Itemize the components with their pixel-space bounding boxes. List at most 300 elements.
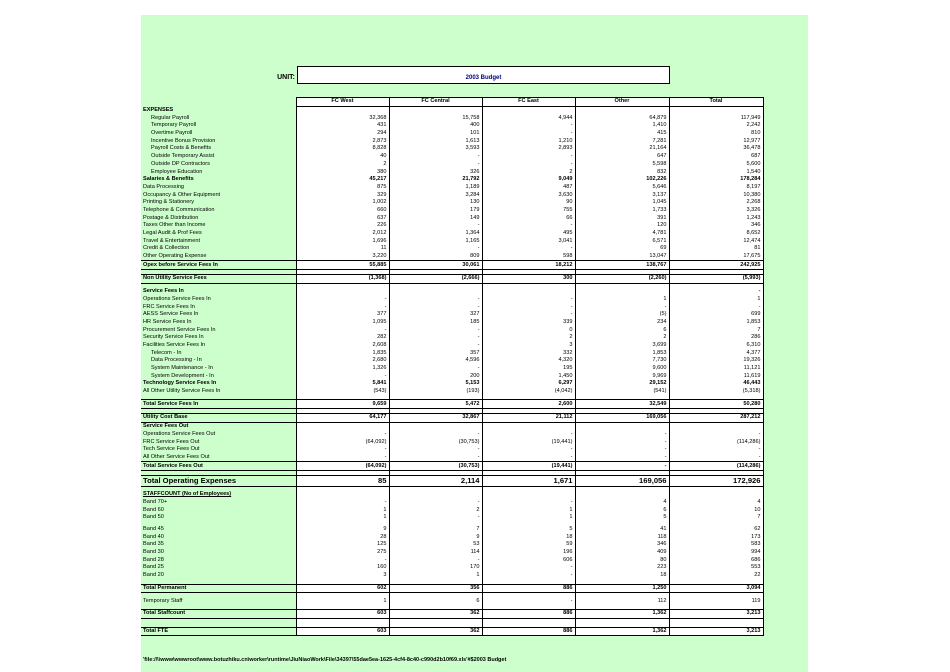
value-cell[interactable]: 1,540 [669,168,763,176]
value-cell[interactable]: 7 [669,514,763,522]
value-cell[interactable]: - [389,296,482,304]
value-cell[interactable]: - [669,288,763,296]
value-cell[interactable]: 11,121 [669,365,763,373]
value-cell[interactable] [389,288,482,296]
value-cell[interactable]: 400 [389,122,482,130]
value-cell[interactable] [296,106,389,114]
value-cell[interactable]: 326 [389,168,482,176]
value-cell[interactable]: (543) [296,388,389,396]
value-cell[interactable]: 117,949 [669,114,763,122]
value-cell[interactable]: - [669,446,763,454]
value-cell[interactable]: - [482,446,575,454]
value-cell[interactable]: 9 [389,533,482,541]
value-cell[interactable]: 5 [575,514,669,522]
value-cell[interactable]: 8,828 [296,145,389,153]
value-cell[interactable]: - [296,556,389,564]
value-cell[interactable]: 686 [669,556,763,564]
unit-input-cell[interactable] [297,66,670,84]
value-cell[interactable]: 80 [575,556,669,564]
value-cell[interactable]: 2 [296,161,389,169]
value-cell[interactable]: 6 [389,597,482,605]
value-cell[interactable]: (1,368) [296,275,389,284]
value-cell[interactable]: 138,767 [575,261,669,270]
value-cell[interactable]: 50,280 [669,400,763,409]
value-cell[interactable]: 346 [575,541,669,549]
value-cell[interactable]: 380 [296,168,389,176]
value-cell[interactable]: - [575,438,669,446]
value-cell[interactable]: 64,879 [575,114,669,122]
value-cell[interactable]: 3,630 [482,191,575,199]
value-cell[interactable]: 36,478 [669,145,763,153]
value-cell[interactable]: 2 [389,506,482,514]
value-cell[interactable]: 32,368 [296,114,389,122]
value-cell[interactable]: 1,326 [296,365,389,373]
value-cell[interactable] [575,288,669,296]
value-cell[interactable]: 687 [669,153,763,161]
value-cell[interactable]: 832 [575,168,669,176]
value-cell[interactable]: 327 [389,311,482,319]
value-cell[interactable]: - [669,431,763,439]
value-cell[interactable]: 495 [482,230,575,238]
value-cell[interactable]: - [389,499,482,507]
value-cell[interactable]: 660 [296,207,389,215]
value-cell[interactable]: 160 [296,564,389,572]
value-cell[interactable]: 101 [389,130,482,138]
value-cell[interactable]: (5,993) [669,275,763,284]
value-cell[interactable]: 32,867 [389,414,482,423]
value-cell[interactable]: 1,835 [296,349,389,357]
value-cell[interactable] [389,422,482,430]
value-cell[interactable]: 5,600 [669,161,763,169]
value-cell[interactable]: 2,893 [482,145,575,153]
value-cell[interactable]: 553 [669,564,763,572]
value-cell[interactable]: - [575,446,669,454]
value-cell[interactable]: 377 [296,311,389,319]
value-cell[interactable]: - [482,303,575,311]
value-cell[interactable]: 119 [669,597,763,605]
value-cell[interactable]: 329 [296,191,389,199]
value-cell[interactable]: 18,212 [482,261,575,270]
value-cell[interactable]: - [669,454,763,462]
value-cell[interactable]: 339 [482,319,575,327]
value-cell[interactable]: 81 [669,245,763,253]
value-cell[interactable]: - [482,161,575,169]
value-cell[interactable]: 169,056 [575,475,669,486]
value-cell[interactable]: 300 [482,275,575,284]
value-cell[interactable]: - [389,161,482,169]
value-cell[interactable]: 1,095 [296,319,389,327]
value-cell[interactable]: 4,377 [669,349,763,357]
value-cell[interactable]: - [482,296,575,304]
value-cell[interactable]: 1 [482,506,575,514]
value-cell[interactable]: 15,758 [389,114,482,122]
value-cell[interactable]: 699 [669,311,763,319]
value-cell[interactable]: 2,873 [296,137,389,145]
value-cell[interactable]: 8,197 [669,184,763,192]
value-cell[interactable]: 62 [669,526,763,534]
value-cell[interactable]: 17,675 [669,253,763,261]
value-cell[interactable]: 46,443 [669,380,763,388]
value-cell[interactable]: 1 [296,514,389,522]
value-cell[interactable]: (30,753) [389,462,482,471]
value-cell[interactable]: 3,094 [669,584,763,593]
value-cell[interactable]: 583 [669,541,763,549]
value-cell[interactable]: 1,165 [389,237,482,245]
value-cell[interactable]: (19,441) [482,438,575,446]
value-cell[interactable]: 10,380 [669,191,763,199]
value-cell[interactable]: - [482,454,575,462]
value-cell[interactable]: - [482,311,575,319]
value-cell[interactable] [296,491,389,499]
value-cell[interactable]: 362 [389,627,482,636]
value-cell[interactable]: 4,781 [575,230,669,238]
value-cell[interactable]: 287,212 [669,414,763,423]
value-cell[interactable]: 130 [389,199,482,207]
value-cell[interactable]: - [296,454,389,462]
value-cell[interactable]: 2,242 [669,122,763,130]
value-cell[interactable]: 7 [669,326,763,334]
value-cell[interactable]: 226 [296,222,389,230]
value-cell[interactable] [482,288,575,296]
value-cell[interactable]: 3,137 [575,191,669,199]
value-cell[interactable]: (541) [575,388,669,396]
value-cell[interactable]: 2,268 [669,199,763,207]
value-cell[interactable]: 21,164 [575,145,669,153]
value-cell[interactable]: 9 [296,526,389,534]
value-cell[interactable]: 6 [575,326,669,334]
value-cell[interactable]: - [482,499,575,507]
value-cell[interactable]: 346 [669,222,763,230]
value-cell[interactable]: 810 [669,130,763,138]
value-cell[interactable]: 602 [296,584,389,593]
value-cell[interactable]: - [296,296,389,304]
value-cell[interactable]: 994 [669,549,763,557]
value-cell[interactable]: 1 [296,506,389,514]
value-cell[interactable]: 196 [482,549,575,557]
value-cell[interactable]: 169,056 [575,414,669,423]
value-cell[interactable]: 2,600 [482,400,575,409]
value-cell[interactable]: - [389,342,482,350]
value-cell[interactable]: - [389,153,482,161]
value-cell[interactable]: 11 [296,245,389,253]
value-cell[interactable]: 286 [669,334,763,342]
value-cell[interactable]: - [482,153,575,161]
value-cell[interactable]: 1,671 [482,475,575,486]
value-cell[interactable]: 59 [482,541,575,549]
value-cell[interactable]: 66 [482,214,575,222]
value-cell[interactable]: 11,619 [669,372,763,380]
value-cell[interactable]: 125 [296,541,389,549]
value-cell[interactable]: 2 [575,334,669,342]
value-cell[interactable]: 12,977 [669,137,763,145]
value-cell[interactable]: 1,364 [389,230,482,238]
value-cell[interactable]: 1,410 [575,122,669,130]
value-cell[interactable]: 6 [575,506,669,514]
value-cell[interactable]: 362 [389,609,482,618]
value-cell[interactable]: 4 [575,499,669,507]
value-cell[interactable]: 3 [482,342,575,350]
value-cell[interactable]: 275 [296,549,389,557]
value-cell[interactable]: 41 [575,526,669,534]
value-cell[interactable]: - [389,556,482,564]
value-cell[interactable]: 234 [575,319,669,327]
value-cell[interactable]: 487 [482,184,575,192]
value-cell[interactable]: 18 [482,533,575,541]
value-cell[interactable] [575,106,669,114]
value-cell[interactable]: - [575,454,669,462]
value-cell[interactable]: 3,284 [389,191,482,199]
value-cell[interactable]: 10 [669,506,763,514]
value-cell[interactable]: 102,226 [575,176,669,184]
value-cell[interactable]: (5,318) [669,388,763,396]
value-cell[interactable]: 30,061 [389,261,482,270]
value-cell[interactable]: 9,600 [575,365,669,373]
value-cell[interactable]: (64,092) [296,438,389,446]
value-cell[interactable]: 3,213 [669,609,763,618]
value-cell[interactable]: (19,441) [482,462,575,471]
value-cell[interactable]: 1,189 [389,184,482,192]
value-cell[interactable]: 114 [389,549,482,557]
value-cell[interactable]: 2,680 [296,357,389,365]
value-cell[interactable]: 1,853 [575,349,669,357]
value-cell[interactable]: 118 [575,533,669,541]
value-cell[interactable]: 5,841 [296,380,389,388]
value-cell[interactable]: - [389,365,482,373]
value-cell[interactable]: 149 [389,214,482,222]
value-cell[interactable]: 4,320 [482,357,575,365]
value-cell[interactable]: - [389,431,482,439]
value-cell[interactable]: 6,297 [482,380,575,388]
value-cell[interactable]: 0 [482,326,575,334]
value-cell[interactable]: 875 [296,184,389,192]
value-cell[interactable]: - [389,514,482,522]
value-cell[interactable]: 21,792 [389,176,482,184]
value-cell[interactable]: 1,696 [296,237,389,245]
value-cell[interactable]: 85 [296,475,389,486]
value-cell[interactable]: - [389,326,482,334]
value-cell[interactable]: (2,260) [575,275,669,284]
value-cell[interactable]: 1 [296,597,389,605]
value-cell[interactable]: - [389,446,482,454]
value-cell[interactable]: 1,733 [575,207,669,215]
value-cell[interactable]: 2,114 [389,475,482,486]
value-cell[interactable]: (4,042) [482,388,575,396]
value-cell[interactable]: 391 [575,214,669,222]
value-cell[interactable]: 21,112 [482,414,575,423]
value-cell[interactable] [296,422,389,430]
value-cell[interactable]: 2 [482,168,575,176]
value-cell[interactable] [482,106,575,114]
value-cell[interactable]: - [296,372,389,380]
value-cell[interactable]: 4,596 [389,357,482,365]
value-cell[interactable]: 112 [575,597,669,605]
value-cell[interactable]: 53 [389,541,482,549]
value-cell[interactable] [575,491,669,499]
value-cell[interactable]: - [482,122,575,130]
value-cell[interactable]: 13,047 [575,253,669,261]
value-cell[interactable]: 809 [389,253,482,261]
value-cell[interactable]: 64,177 [296,414,389,423]
value-cell[interactable]: 55,885 [296,261,389,270]
value-cell[interactable]: 185 [389,319,482,327]
value-cell[interactable]: 2,012 [296,230,389,238]
value-cell[interactable]: 7,281 [575,137,669,145]
value-cell[interactable]: 3,326 [669,207,763,215]
value-cell[interactable]: (30,753) [389,438,482,446]
value-cell[interactable]: - [389,303,482,311]
value-cell[interactable]: 294 [296,130,389,138]
value-cell[interactable]: (2,666) [389,275,482,284]
value-cell[interactable]: 1,250 [575,584,669,593]
value-cell[interactable] [389,106,482,114]
value-cell[interactable]: - [482,564,575,572]
value-cell[interactable]: - [482,222,575,230]
value-cell[interactable]: - [296,499,389,507]
value-cell[interactable] [669,106,763,114]
value-cell[interactable]: 431 [296,122,389,130]
value-cell[interactable]: 22 [669,572,763,580]
value-cell[interactable]: (114,286) [669,438,763,446]
value-cell[interactable]: 242,925 [669,261,763,270]
value-cell[interactable]: 1,450 [482,372,575,380]
value-cell[interactable]: 223 [575,564,669,572]
value-cell[interactable]: 2,608 [296,342,389,350]
value-cell[interactable]: - [296,431,389,439]
value-cell[interactable]: 5,598 [575,161,669,169]
value-cell[interactable]: 1,243 [669,214,763,222]
value-cell[interactable]: 19,326 [669,357,763,365]
value-cell[interactable]: 5,472 [389,400,482,409]
value-cell[interactable]: 173 [669,533,763,541]
value-cell[interactable]: 647 [575,153,669,161]
value-cell[interactable]: - [669,303,763,311]
value-cell[interactable]: 8,652 [669,230,763,238]
value-cell[interactable]: - [482,245,575,253]
value-cell[interactable]: 1,613 [389,137,482,145]
value-cell[interactable]: 179 [389,207,482,215]
value-cell[interactable]: (5) [575,311,669,319]
value-cell[interactable] [482,491,575,499]
value-cell[interactable]: 7,730 [575,357,669,365]
value-cell[interactable]: 4,944 [482,114,575,122]
value-cell[interactable]: 356 [389,584,482,593]
value-cell[interactable]: (64,092) [296,462,389,471]
value-cell[interactable] [296,288,389,296]
value-cell[interactable]: 886 [482,627,575,636]
value-cell[interactable]: 3,699 [575,342,669,350]
value-cell[interactable]: 3,593 [389,145,482,153]
value-cell[interactable]: 9,969 [575,372,669,380]
value-cell[interactable]: 357 [389,349,482,357]
value-cell[interactable]: (193) [389,388,482,396]
value-cell[interactable]: - [575,462,669,471]
value-cell[interactable]: - [389,454,482,462]
value-cell[interactable]: - [296,446,389,454]
value-cell[interactable]: - [389,245,482,253]
value-cell[interactable]: 1 [575,296,669,304]
value-cell[interactable]: 1,362 [575,609,669,618]
value-cell[interactable]: 170 [389,564,482,572]
value-cell[interactable]: 282 [296,334,389,342]
value-cell[interactable]: 409 [575,549,669,557]
value-cell[interactable]: 4 [669,499,763,507]
value-cell[interactable] [575,422,669,430]
value-cell[interactable]: 1,210 [482,137,575,145]
value-cell[interactable]: - [296,303,389,311]
value-cell[interactable]: 3 [296,572,389,580]
value-cell[interactable]: - [389,334,482,342]
value-cell[interactable]: 1 [482,514,575,522]
value-cell[interactable] [669,491,763,499]
value-cell[interactable]: 7 [389,526,482,534]
value-cell[interactable]: 603 [296,627,389,636]
value-cell[interactable]: - [482,431,575,439]
value-cell[interactable]: 415 [575,130,669,138]
value-cell[interactable]: 598 [482,253,575,261]
value-cell[interactable]: 3,213 [669,627,763,636]
value-cell[interactable]: 886 [482,584,575,593]
value-cell[interactable]: - [482,572,575,580]
value-cell[interactable]: - [482,597,575,605]
value-cell[interactable]: 2 [482,334,575,342]
value-cell[interactable]: 32,549 [575,400,669,409]
value-cell[interactable]: 3,041 [482,237,575,245]
value-cell[interactable]: 3,220 [296,253,389,261]
value-cell[interactable] [482,422,575,430]
value-cell[interactable]: 1,853 [669,319,763,327]
value-cell[interactable]: 5,153 [389,380,482,388]
value-cell[interactable]: 5 [482,526,575,534]
value-cell[interactable]: 29,152 [575,380,669,388]
value-cell[interactable] [669,422,763,430]
value-cell[interactable]: 1 [389,572,482,580]
value-cell[interactable]: 40 [296,153,389,161]
value-cell[interactable]: 195 [482,365,575,373]
value-cell[interactable]: - [482,130,575,138]
value-cell[interactable]: 178,284 [669,176,763,184]
value-cell[interactable]: 603 [296,609,389,618]
value-cell[interactable]: 28 [296,533,389,541]
value-cell[interactable]: 120 [575,222,669,230]
value-cell[interactable]: 755 [482,207,575,215]
value-cell[interactable]: 9,049 [482,176,575,184]
value-cell[interactable]: 12,474 [669,237,763,245]
value-cell[interactable]: 45,217 [296,176,389,184]
value-cell[interactable]: 5,646 [575,184,669,192]
value-cell[interactable]: 6,571 [575,237,669,245]
value-cell[interactable]: - [389,222,482,230]
value-cell[interactable]: 1,045 [575,199,669,207]
value-cell[interactable]: 1,362 [575,627,669,636]
value-cell[interactable]: - [575,303,669,311]
value-cell[interactable]: 9,659 [296,400,389,409]
value-cell[interactable]: 1 [669,296,763,304]
value-cell[interactable]: - [575,431,669,439]
value-cell[interactable]: 637 [296,214,389,222]
value-cell[interactable]: 200 [389,372,482,380]
value-cell[interactable]: 69 [575,245,669,253]
value-cell[interactable]: 18 [575,572,669,580]
value-cell[interactable]: (114,286) [669,462,763,471]
value-cell[interactable]: 606 [482,556,575,564]
value-cell[interactable]: 172,926 [669,475,763,486]
value-cell[interactable]: 886 [482,609,575,618]
value-cell[interactable]: 90 [482,199,575,207]
value-cell[interactable]: 1,002 [296,199,389,207]
value-cell[interactable]: 332 [482,349,575,357]
value-cell[interactable]: - [296,326,389,334]
value-cell[interactable] [389,491,482,499]
